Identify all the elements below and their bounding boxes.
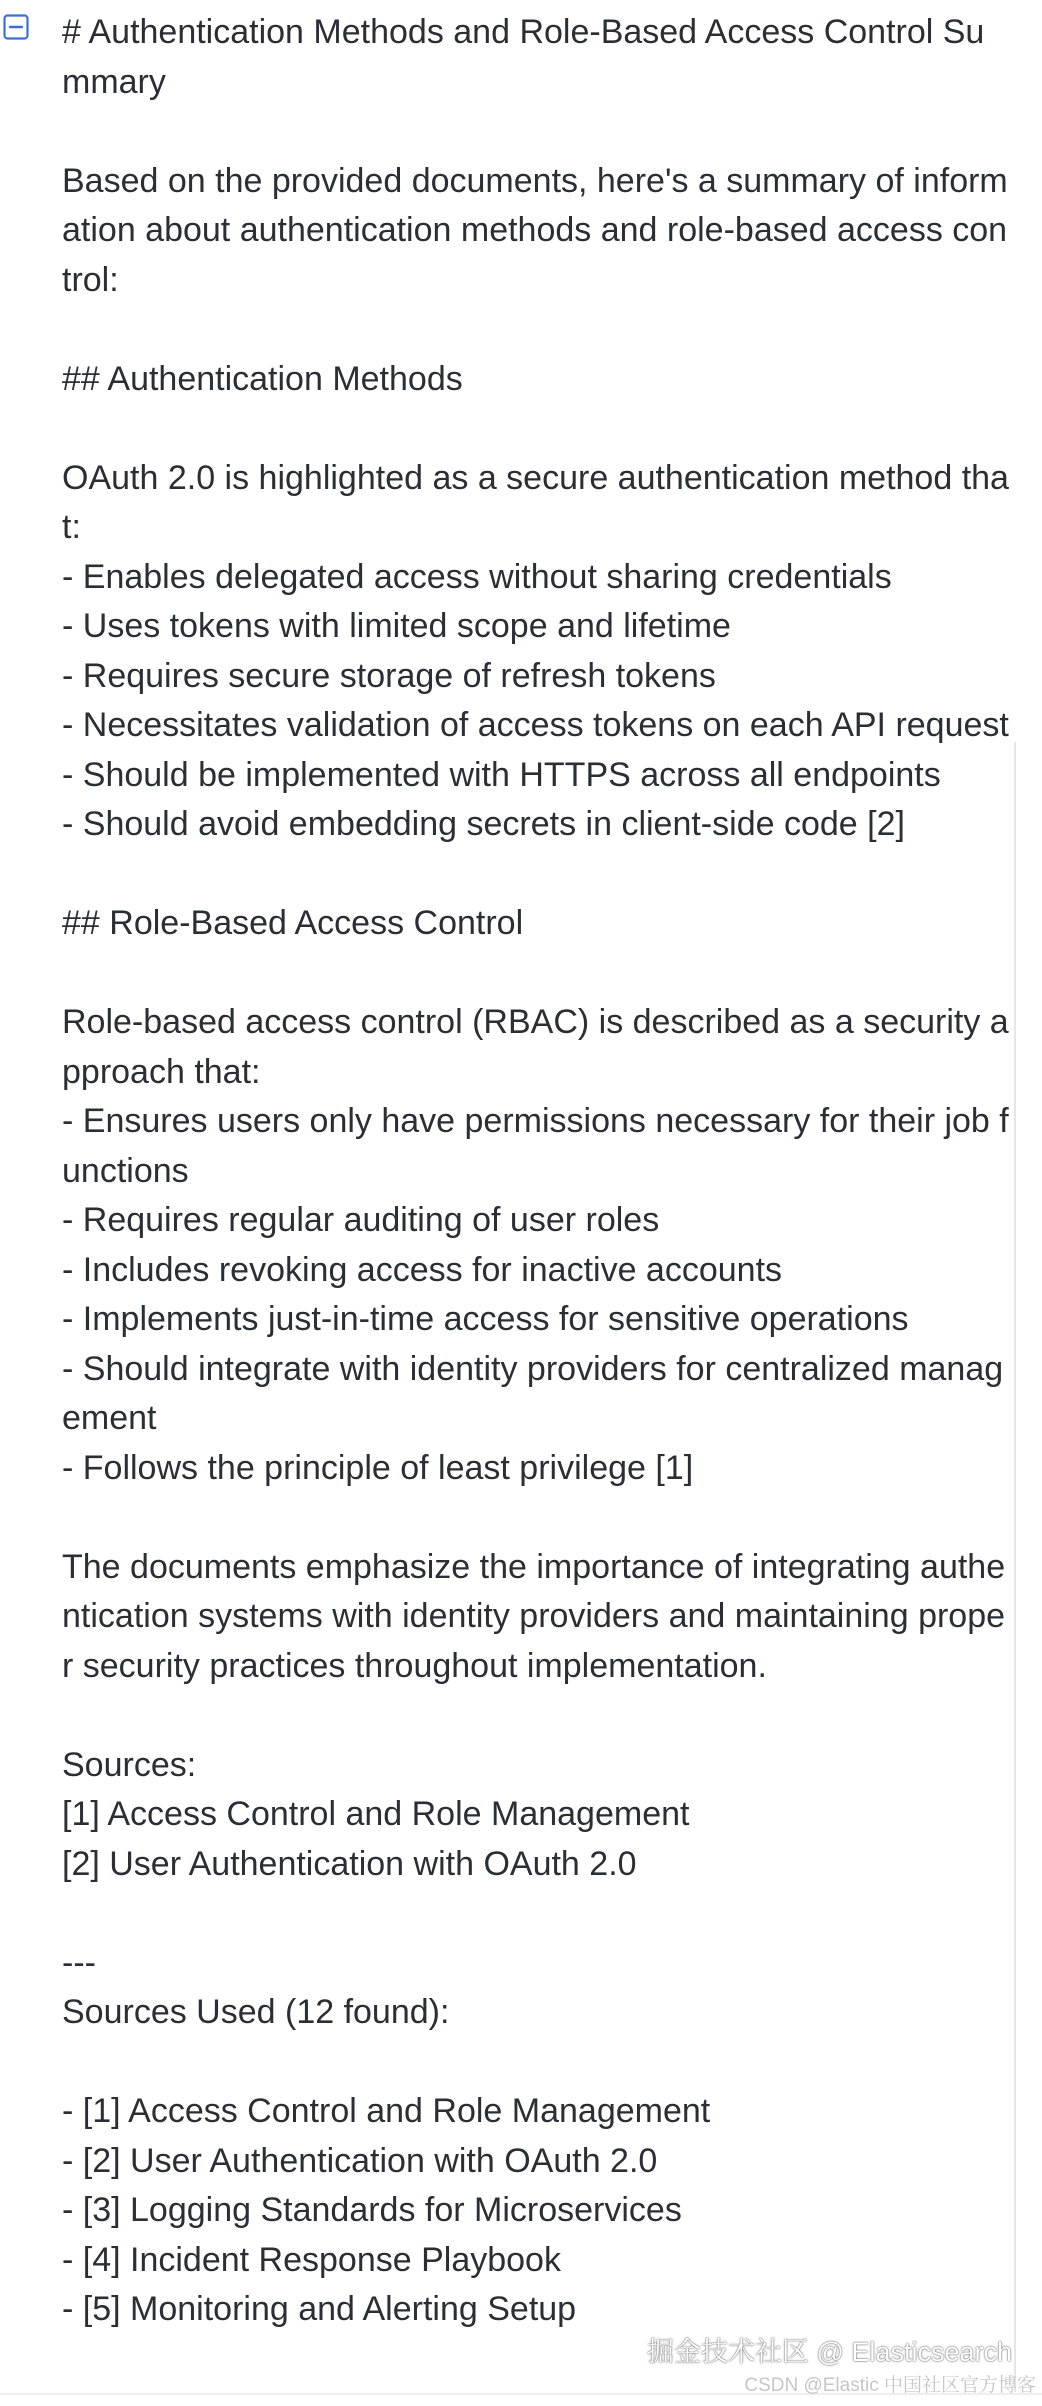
output-line: ## Role-Based Access Control — [62, 904, 524, 942]
output-line: - Implements just-in-time access for sensitive operations — [62, 1300, 909, 1338]
output-line: The documents emphasize the importance of integrating authentication systems with identity providers and maintaining proper security practices throughout implementation. — [62, 1547, 1006, 1685]
output-line: ## Authentication Methods — [62, 359, 463, 398]
output-line: - Includes revoking access for inactive accounts — [62, 1250, 783, 1289]
output-line: [1] Access Control and Role Management — [62, 1795, 690, 1833]
output-line: - Uses tokens with limited scope and lifetime — [62, 607, 731, 645]
output-line: Sources Used (12 found): — [62, 1993, 450, 2031]
output-line: - Requires regular auditing of user roles — [62, 1201, 660, 1239]
watermark-juejin: 掘金技术社区 @ Elasticsearch — [647, 2337, 1012, 2367]
output-line: [2] User Authentication with OAuth 2.0 — [62, 1844, 637, 1883]
output-line: - [1] Access Control and Role Management — [62, 2092, 711, 2130]
collapse-output-button[interactable] — [3, 14, 29, 40]
output-line: Role-based access control (RBAC) is described as a security approach that: — [62, 1003, 1009, 1091]
output-line: OAuth 2.0 is highlighted as a secure authentication method that: — [62, 458, 1009, 546]
output-line: - [5] Monitoring and Alerting Setup — [62, 2290, 577, 2328]
output-line: --- — [62, 1943, 96, 1982]
output-line: - [4] Incident Response Playbook — [62, 2240, 561, 2279]
minus-square-icon — [3, 14, 29, 40]
output-line: - Should integrate with identity providers for centralized management — [62, 1349, 1004, 1437]
output-line: - [2] User Authentication with OAuth 2.0 — [62, 2141, 658, 2180]
scroll-divider — [1014, 742, 1016, 2392]
output-line: - Should avoid embedding secrets in client-side code [2] — [62, 805, 905, 843]
output-line: - Enables delegated access without sharing credentials — [62, 557, 892, 596]
watermark-csdn: CSDN @Elastic 中国社区官方博客 — [744, 2375, 1036, 2396]
output-line: - Necessitates validation of access tokens on each API request — [62, 706, 1009, 744]
output-text — [62, 8, 1012, 2335]
output-line: - Ensures users only have permissions necessary for their job functions — [62, 1102, 1009, 1190]
output-line: # Authentication Methods and Role-Based Access Control Summary — [62, 13, 985, 101]
output-line: Sources: — [62, 1745, 197, 1784]
output-line: - Should be implemented with HTTPS across all endpoints — [62, 755, 941, 794]
output-line: Based on the provided documents, here's a summary of information about authentication methods and role-based access control: — [62, 161, 1008, 299]
output-line: - [3] Logging Standards for Microservices — [62, 2191, 682, 2229]
output-line: - Follows the principle of least privilege [1] — [62, 1448, 694, 1487]
output-line: - Requires secure storage of refresh tokens — [62, 656, 716, 695]
